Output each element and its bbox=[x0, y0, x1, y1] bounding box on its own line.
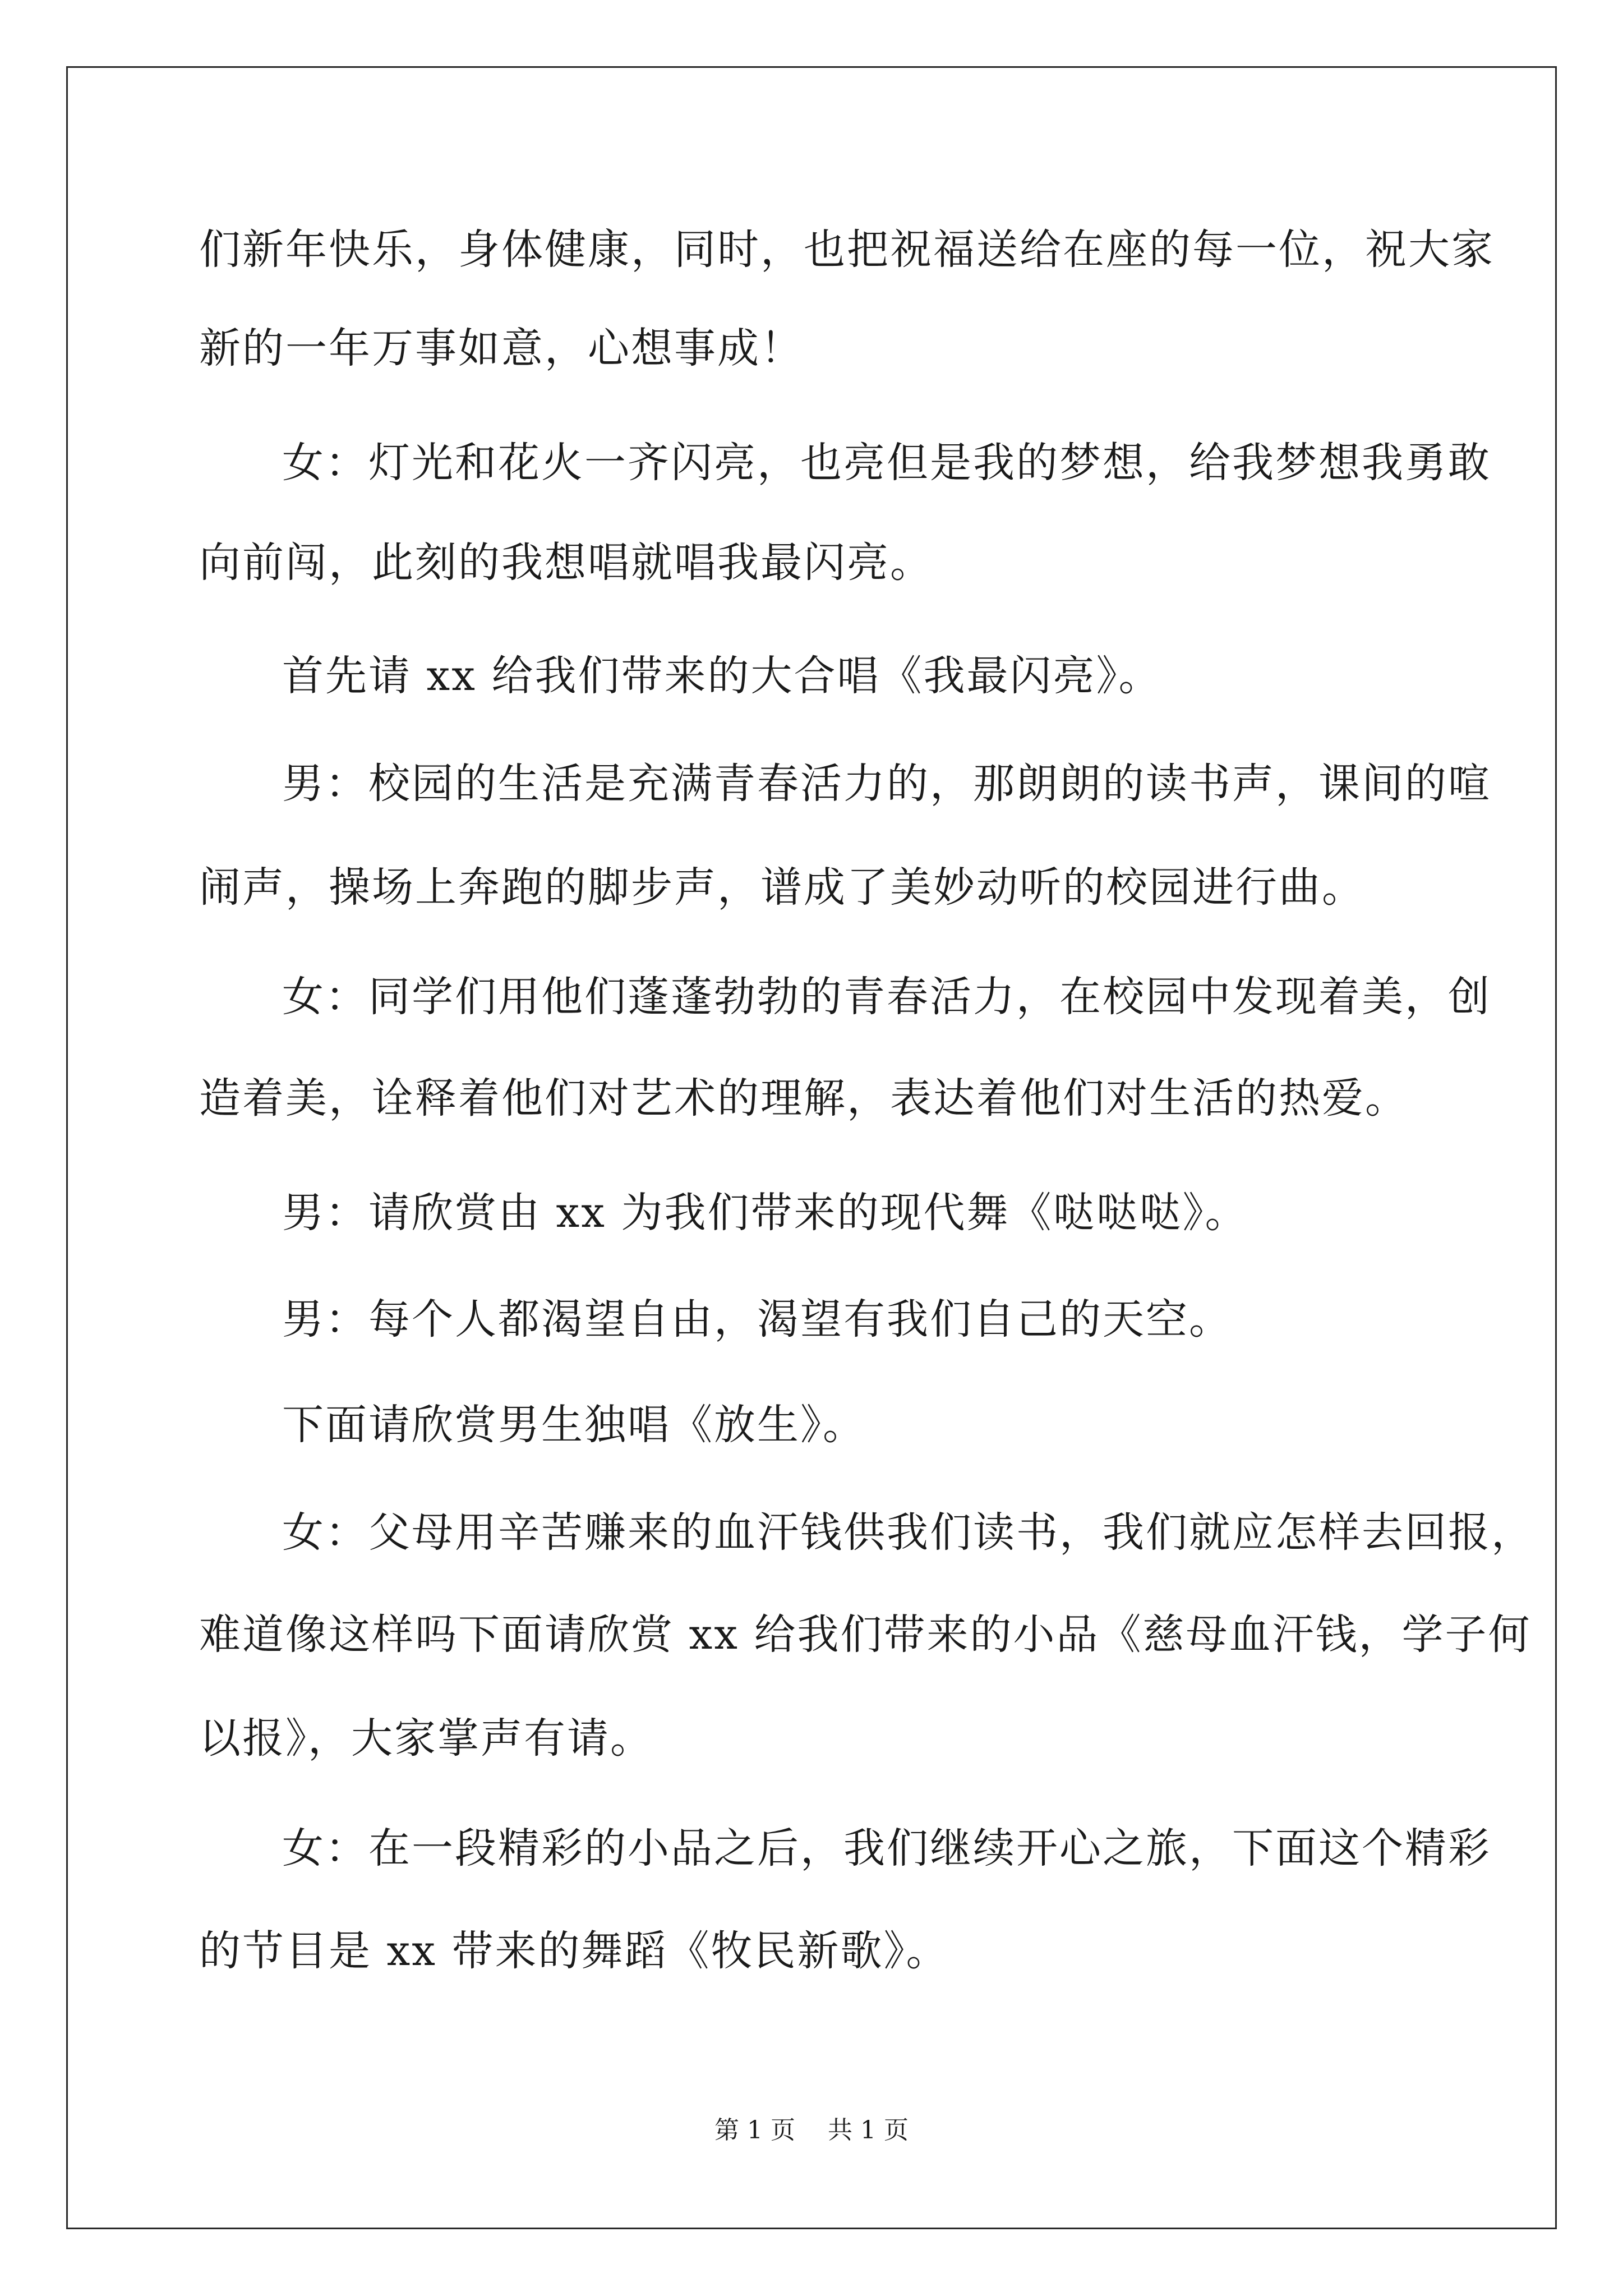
text-line: 女：灯光和花火一齐闪亮，也亮但是我的梦想，给我梦想我勇敢 bbox=[282, 439, 1491, 487]
page-footer bbox=[0, 2114, 1623, 2147]
text-line: 闹声，操场上奔跑的脚步声，谱成了美妙动听的校园进行曲。 bbox=[199, 863, 1365, 912]
text-line: 向前闯，此刻的我想唱就唱我最闪亮。 bbox=[199, 539, 933, 587]
text-line: 下面请欣赏男生独唱《放生》。 bbox=[282, 1401, 866, 1449]
text-line: 男：每个人都渴望自由，渴望有我们自己的天空。 bbox=[282, 1295, 1232, 1343]
text-line: 新的一年万事如意，心想事成！ bbox=[199, 324, 804, 372]
text-line: 女：在一段精彩的小品之后，我们继续开心之旅，下面这个精彩 bbox=[282, 1824, 1491, 1872]
text-line: 首先请 xx 给我们带来的大合唱《我最闪亮》。 bbox=[282, 652, 1162, 700]
text-line: 男：请欣赏由 xx 为我们带来的现代舞《哒哒哒》。 bbox=[282, 1189, 1248, 1237]
page-number: 第 1 页 bbox=[714, 2116, 795, 2145]
text-line: 们新年快乐，身体健康，同时，也把祝福送给在座的每一位，祝大家 bbox=[199, 226, 1495, 274]
text-line: 以报》，大家掌声有请。 bbox=[199, 1714, 653, 1763]
text-line: 造着美，诠释着他们对艺术的理解，表达着他们对生活的热爱。 bbox=[199, 1074, 1408, 1122]
text-line: 的节目是 xx 带来的舞蹈《牧民新歌》。 bbox=[199, 1927, 949, 1975]
page-total: 共 1 页 bbox=[828, 2116, 909, 2145]
text-line: 男：校园的生活是充满青春活力的，那朗朗的读书声，课间的喧 bbox=[282, 760, 1491, 808]
text-line: 难道像这样吗下面请欣赏 xx 给我们带来的小品《慈母血汗钱，学子何 bbox=[199, 1611, 1532, 1659]
page-border bbox=[66, 66, 1557, 2229]
text-line: 女：同学们用他们蓬蓬勃勃的青春活力，在校园中发现着美，创 bbox=[282, 973, 1491, 1021]
text-line: 女：父母用辛苦赚来的血汗钱供我们读书，我们就应怎样去回报， bbox=[282, 1508, 1534, 1557]
